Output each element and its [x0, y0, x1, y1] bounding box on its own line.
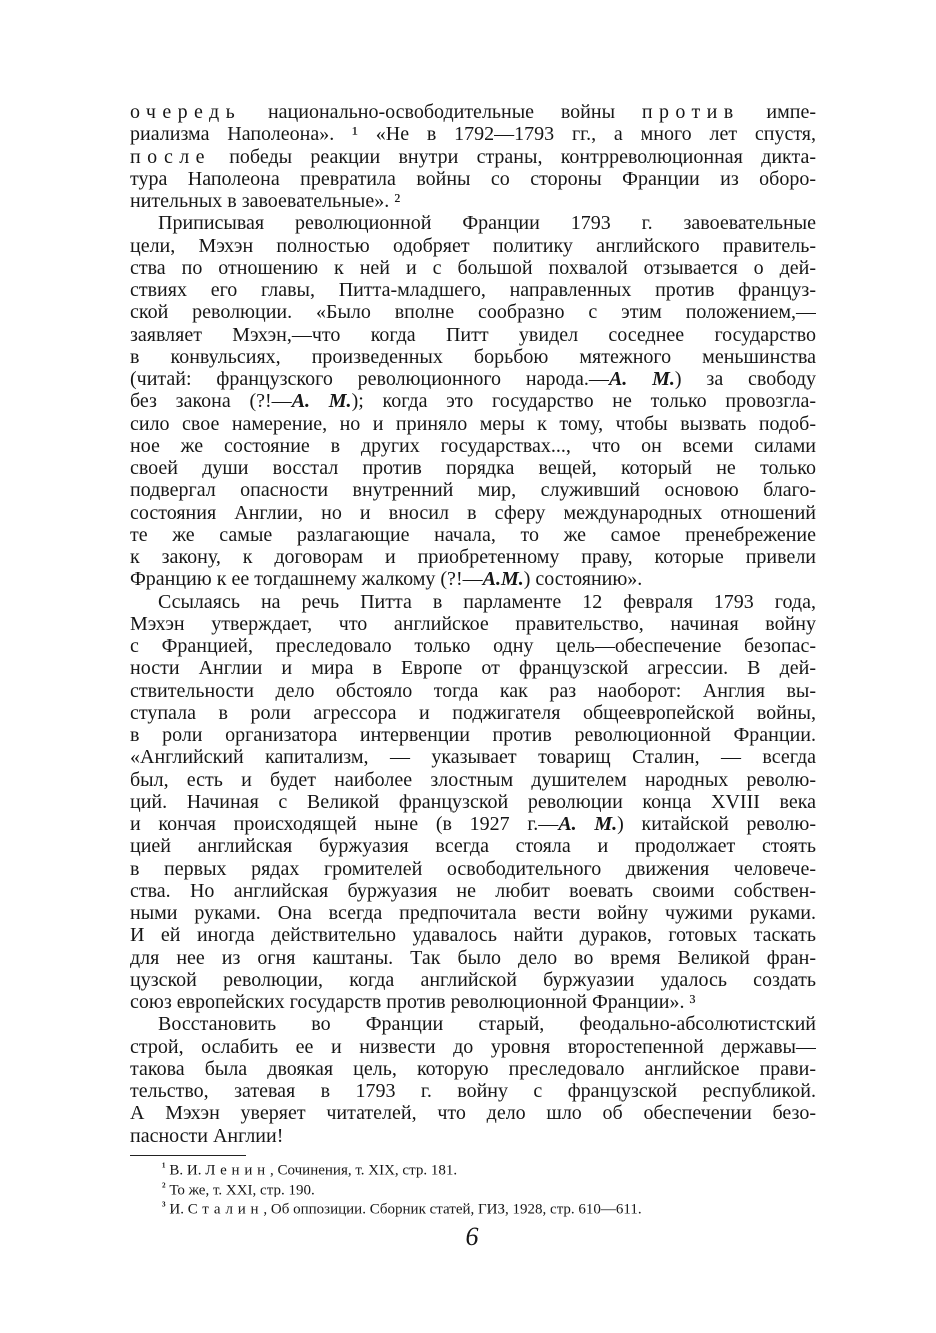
text-line [130, 880, 816, 902]
text-segment: ций. Начиная с Великой французской революции конца XVIII века [130, 790, 816, 813]
text-line [130, 947, 816, 969]
text-segment: такова была двоякая цель, которую преследовало английское прави- [130, 1057, 816, 1080]
text-segment: ); когда это государство не только провозгла- [351, 390, 816, 413]
text-line [130, 123, 816, 145]
text-segment: ствительности дело обстояло тогда как раз наоборот: Англия вы- [130, 679, 816, 702]
text-line [130, 524, 816, 546]
text-segment: пасности Англии! [130, 1124, 284, 1147]
text-segment: тура Наполеона превратила войны со стороны Франции из оборо- [130, 167, 816, 190]
text-line [130, 368, 816, 390]
text-line [130, 502, 816, 524]
text-segment: Ссылаясь на речь Питта в парламенте 12 февраля 1793 года, [158, 590, 816, 613]
text-segment: своей души восстал против порядка вещей, который не только [130, 457, 816, 479]
text-line [130, 680, 816, 702]
text-segment: , Сочинения, т. XIX, стр. 181. [270, 1162, 458, 1178]
text-segment: национально-освободительные войны [241, 101, 642, 123]
footnote-rule [130, 1155, 246, 1156]
text-line [130, 835, 816, 857]
text-line [130, 1036, 816, 1058]
text-segment: те же самые разлагающие начала, то же самое пренебрежение [130, 523, 816, 546]
text-segment: ступала в роли агрессора и поджигателя общеевропейской войны, [130, 701, 816, 724]
text-segment: нительных в завоевательные». ² [130, 190, 401, 212]
text-line [130, 235, 816, 257]
text-line [130, 1080, 816, 1102]
text-segment: цузской революции, когда английской буржуазии удалось создать [130, 968, 816, 991]
text-segment: импе- [739, 101, 816, 123]
text-segment: состояния Англии, но и вносил в сферу международных отношений [130, 501, 816, 524]
text-line [130, 1102, 816, 1124]
text-line [130, 568, 816, 590]
text-segment: ности Англии и мира в Европе от французской агрессии. В дей- [130, 657, 816, 680]
text-segment: подвергал опасности внутренний мир, служивший основою благо- [130, 479, 816, 502]
text-line [130, 969, 816, 991]
text-segment: ствиях его главы, Питта-младшего, направленных против француз- [130, 279, 816, 301]
text-segment: Францию к ее тогдашнему жалкому (?!— [130, 568, 483, 591]
text-segment: для нее из огня каштаны. Так было дело во время Великой фран- [130, 946, 816, 969]
text-line [130, 435, 816, 457]
text-segment: ства. Но английская буржуазия не любит воевать своими собствен- [130, 879, 816, 902]
footnotes [162, 1158, 816, 1217]
text-segment: был, есть и будет наиболее злостным душителем народных револю- [130, 768, 816, 791]
text-line [130, 257, 816, 279]
text-line [130, 769, 816, 791]
text-segment: в роли организатора интервенции против революционной Франции. [130, 724, 816, 746]
text-segment: без закона (?!— [130, 390, 292, 413]
text-line [130, 613, 816, 635]
text-line [130, 657, 816, 679]
text-line [130, 212, 816, 234]
text-line [130, 413, 816, 435]
text-segment: А Мэхэн уверяет читателей, что дело шло об обеспечении безо- [130, 1102, 816, 1125]
footnote [162, 1178, 816, 1198]
text-line [130, 591, 816, 613]
text-segment: Восстановить во Франции старый, феодально-абсолютистский [158, 1013, 816, 1036]
text-segment: И ей иногда действительно удавалось найти дураков, готовых таскать [130, 924, 816, 947]
emphasized-word: Ленин [205, 1162, 271, 1178]
text-line [130, 190, 816, 212]
text-segment: ными руками. Она всегда предпочитала вести войну чужими руками. [130, 902, 816, 924]
text-line [130, 457, 816, 479]
author-initials: А.М. [482, 568, 524, 591]
text-line [130, 279, 816, 301]
author-initials: А. М. [608, 368, 675, 390]
text-segment: победы реакции внутри страны, контрреволюционная дикта- [210, 145, 816, 168]
text-line [130, 324, 816, 346]
text-segment: ) китайской револю- [617, 813, 816, 835]
paragraph [130, 591, 816, 1014]
footnote-marker: ² [162, 1179, 166, 1194]
footnote-marker: ³ [162, 1199, 166, 1213]
footnote [162, 1158, 816, 1178]
text-line [130, 746, 816, 768]
text-segment: цели, Мэхэн полностью одобряет политику английского правитель- [130, 234, 816, 257]
text-segment: В. И. [165, 1162, 206, 1178]
text-segment: союз европейских государств против революционной Франции». ³ [130, 991, 696, 1013]
text-segment: к закону, к договорам и приобретенному праву, которые привели [130, 546, 816, 568]
author-initials: А. М. [291, 390, 352, 413]
page-number: 6 [465, 1222, 479, 1251]
text-line [130, 546, 816, 568]
text-segment: и кончая происходящей ныне (в 1927 г.— [130, 813, 559, 835]
text-segment: с Францией, преследовало только одну цель—обеспечение безопас- [130, 635, 816, 657]
text-line [130, 346, 816, 368]
text-segment: цией английская буржуазия всегда стояла и продолжает стоять [130, 835, 816, 858]
text-line [130, 146, 816, 168]
text-segment: То же, т. XXI, стр. 190. [165, 1182, 315, 1197]
text-line [130, 902, 816, 924]
emphasized-word: Сталин [187, 1201, 264, 1217]
text-line [130, 1013, 816, 1035]
text-line [130, 301, 816, 323]
text-line [130, 101, 816, 123]
text-segment: в конвульсиях, произведенных борьбою мятежного меньшинства [130, 345, 816, 368]
body-text [130, 101, 816, 1147]
author-initials: А. М. [558, 813, 618, 835]
text-segment: Мэхэн утверждает, что английское правительство, начиная войну [130, 612, 816, 635]
paragraph [130, 101, 816, 212]
text-line [130, 858, 816, 880]
emphasized-word: очередь [130, 101, 242, 123]
text-segment: сило свое намерение, но и приняло меры к тому, чтобы вызвать подоб- [130, 412, 816, 435]
text-line [130, 991, 816, 1013]
text-line [130, 1125, 816, 1147]
text-segment: И. [165, 1201, 188, 1217]
text-segment: , Об оппозиции. Сборник статей, ГИЗ, 1928, стр. 610—611. [263, 1201, 642, 1217]
text-line [130, 702, 816, 724]
text-segment: Приписывая революционной Франции 1793 г. завоевательные [158, 212, 816, 235]
emphasized-word: после [130, 145, 211, 168]
text-segment: (читай: французского революционного народа.— [130, 368, 609, 390]
text-segment: ) за свободу [674, 368, 816, 390]
text-segment: ) состоянию». [523, 568, 643, 591]
footnote [162, 1197, 816, 1217]
text-segment: в первых рядах громителей освободительного движения человече- [130, 857, 816, 880]
text-line [130, 791, 816, 813]
text-segment: ное же состояние в других государствах..., что он всеми силами [130, 434, 816, 457]
emphasized-word: против [641, 101, 740, 123]
text-segment: «Английский капитализм, — указывает товарищ Сталин, — всегда [130, 746, 816, 769]
text-segment: риализма Наполеона». ¹ «Не в 1792—1793 гг., а много лет спустя, [130, 123, 816, 146]
text-line [130, 924, 816, 946]
paragraph [130, 212, 816, 590]
text-segment: строй, ослабить ее и низвести до уровня второстепенной державы— [130, 1035, 816, 1058]
text-line [130, 724, 816, 746]
footnote-marker: ¹ [162, 1160, 166, 1174]
text-line [130, 635, 816, 657]
text-segment: тельство, затевая в 1793 г. войну с французской республикой. [130, 1080, 816, 1102]
text-line [130, 168, 816, 190]
text-line [130, 1058, 816, 1080]
text-line [130, 479, 816, 501]
text-segment: заявляет Мэхэн,—что когда Питт увидел соседнее государство [130, 323, 816, 346]
text-segment: ской революции. «Было вполне сообразно с этим положением,— [130, 301, 816, 324]
text-line [130, 813, 816, 835]
text-line [130, 390, 816, 412]
text-segment: ства по отношению к ней и с большой похвалой отзывается о дей- [130, 256, 816, 279]
paragraph [130, 1013, 816, 1147]
